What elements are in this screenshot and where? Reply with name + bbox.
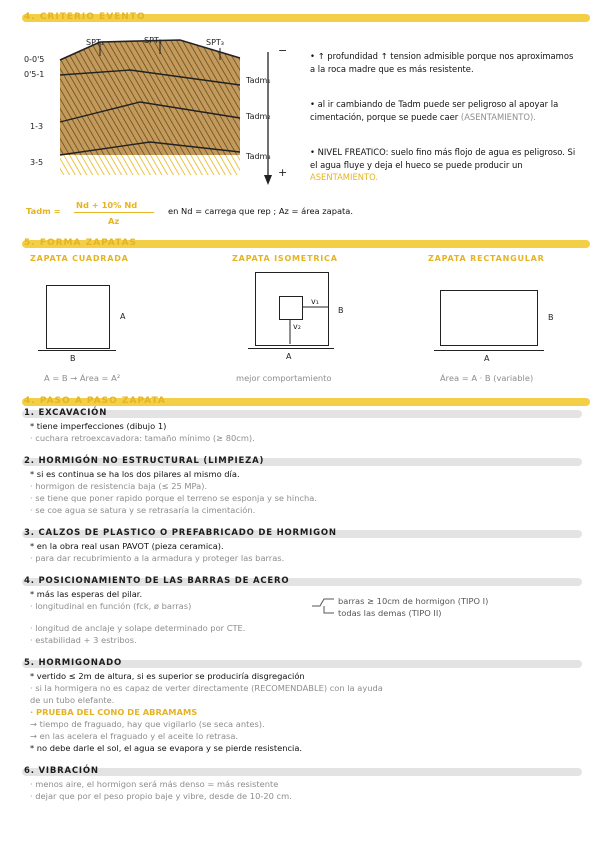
step-line: de un tubo elefante. — [30, 695, 115, 705]
note-nivel-freatico — [310, 146, 580, 184]
zapata-rectangular-label-a: A — [484, 354, 490, 363]
zapata-isometrica-v1: v₁ — [311, 297, 319, 306]
zapata-isometrica-caption: mejor comportamiento — [236, 373, 332, 383]
zapata-cuadrada-shape — [46, 285, 110, 349]
zapata-isometrica-title: ZAPATA ISOMETRICA — [232, 254, 338, 263]
note-cambio-tadm — [310, 98, 580, 123]
step-line: * no debe darle el sol, el agua se evapora y se pierde resistencia. — [30, 743, 303, 753]
zapata-isometrica-label-b: B — [338, 306, 344, 315]
bracket-text-1: barras ≥ 10cm de hormigon (TIPO I) — [338, 596, 489, 606]
step-line: * tiene imperfecciones (dibujo 1) — [30, 421, 167, 431]
step-line: · si la hormigera no es capaz de verter directamente (RECOMENDABLE) con la ayuda — [30, 683, 383, 693]
note-nivel-freatico-text: • NIVEL FREATICO: suelo fino más flojo de agua es peligroso. Si el agua fluye y deja el hueco se puede producir un — [310, 147, 576, 170]
step-line: · cuchara retroexcavadora: tamaño mínimo (≥ 80cm). — [30, 433, 255, 443]
bracket-text-2: todas las demas (TIPO II) — [338, 608, 442, 618]
section-title-criterio: 4. CRITERIO EVENTO — [24, 12, 146, 22]
spt-label-1: SPT₁ — [86, 38, 104, 47]
zapata-cuadrada-dim-line — [38, 350, 116, 351]
zapata-rectangular-title: ZAPATA RECTANGULAR — [428, 254, 545, 263]
tadm-label-2: Tadm₂ — [246, 112, 271, 121]
step-line: · menos aire, el hormigon será más denso = más resistente — [30, 779, 279, 789]
step-line: · hormigon de resistencia baja (≤ 25 MPa). — [30, 481, 208, 491]
step-title-calzos: 3. CALZOS DE PLASTICO O PREFABRICADO DE HORMIGON — [24, 528, 337, 538]
step-line: * más las esperas del pilar. — [30, 589, 143, 599]
zapata-rectangular-caption: Área = A · B (variable) — [440, 373, 534, 383]
note-nivel-freatico-asentamiento: ASENTAMIENTO. — [310, 172, 379, 182]
step-title-excavacion: 1. EXCAVACIÓN — [24, 408, 108, 418]
step-title-barras: 4. POSICIONAMIENTO DE LAS BARRAS DE ACERO — [24, 576, 290, 586]
soil-profile-diagram — [20, 30, 300, 190]
step-line: · PRUEBA DEL CONO DE ABRAMAMS — [30, 707, 198, 717]
zapata-isometrica-dim-line — [248, 348, 334, 349]
zapata-cuadrada-caption: A = B → Área = A² — [44, 373, 121, 383]
formula-denominator: Az — [108, 216, 120, 226]
zapata-isometrica-label-a: A — [286, 352, 292, 361]
zapata-rectangular-shape — [440, 290, 538, 346]
section-title-paso: 4. PASO A PASO ZAPATA — [24, 396, 166, 406]
step-line: * vertido ≤ 2m de altura, si es superior se produciría disgregación — [30, 671, 305, 681]
step-title-vibracion: 6. VIBRACIÓN — [24, 766, 99, 776]
tadm-label-1: Tadm₁ — [246, 76, 271, 85]
step-line: · longitud de anclaje y solape determinado por CTE. — [30, 623, 246, 633]
step-line: · para dar recubrimiento a la armadura y proteger las barras. — [30, 553, 285, 563]
tadm-label-3: Tadm₃ — [246, 152, 271, 161]
zapata-cuadrada-title: ZAPATA CUADRADA — [30, 254, 129, 263]
step-line: · estabilidad + 3 estribos. — [30, 635, 137, 645]
note-profundidad: • ↑ profundidad ↑ tension admisible porque nos aproximamos a la roca madre que es más resistente. — [310, 51, 574, 74]
step-line: · dejar que por el peso propio baje y vibre, desde de 10-20 cm. — [30, 791, 292, 801]
formula-fraction-line — [74, 212, 154, 213]
formula-explanation: en Nd = carrega que rep ; Az = área zapata. — [168, 206, 354, 216]
step-line: * si es continua se ha los dos pilares al mismo día. — [30, 469, 240, 479]
axis-minus: − — [278, 44, 288, 57]
depth-label-3: 1-3 — [30, 122, 44, 131]
step-line: · longitudinal en función (fck, ø barras) — [30, 601, 192, 611]
step-bar-6 — [22, 768, 582, 776]
depth-label-1: 0-0'5 — [24, 55, 45, 64]
zapata-cuadrada-label-b: B — [70, 354, 76, 363]
zapata-isometrica-v2: v₂ — [293, 322, 301, 331]
step-line: * en la obra real usan PAVOT (pieza ceramica). — [30, 541, 224, 551]
spt-label-3: SPT₃ — [206, 38, 224, 47]
formula-numerator: Nd + 10% Nd — [76, 200, 138, 210]
spt-label-2: SPT₂ — [144, 36, 162, 45]
depth-label-4: 3-5 — [30, 158, 44, 167]
depth-label-2: 0'5-1 — [24, 70, 45, 79]
step-line: · se coe agua se satura y se retrasaría la cimentación. — [30, 505, 256, 515]
note-cambio-tadm-text: • al ir cambiando de Tadm puede ser peligroso al apoyar la cimentación, porque se puede caer — [310, 99, 559, 122]
step-line: · se tiene que poner rapido porque el terreno se esponja y se hincha. — [30, 493, 318, 503]
step-title-hormigon-limpieza: 2. HORMIGÓN NO ESTRUCTURAL (LIMPIEZA) — [24, 456, 265, 466]
bracket-arrow — [310, 596, 336, 616]
section-title-forma: 5. FORMA ZAPATAS — [24, 238, 138, 248]
step-title-hormigonado: 5. HORMIGONADO — [24, 658, 122, 668]
zapata-cuadrada-label-a: A — [120, 312, 126, 321]
step-line: → tiempo de fraguado, hay que vigilarlo (se seca antes). — [30, 719, 265, 729]
step-line: → en las acelera el fraguado y el aceite lo retrasa. — [30, 731, 239, 741]
formula-lhs: Tadm = — [26, 206, 61, 216]
zapata-rectangular-label-b: B — [548, 313, 554, 322]
zapata-rectangular-dim-line — [434, 350, 544, 351]
note-cambio-tadm-asentamiento: (ASENTAMIENTO). — [460, 111, 536, 122]
axis-plus: + — [278, 166, 288, 179]
